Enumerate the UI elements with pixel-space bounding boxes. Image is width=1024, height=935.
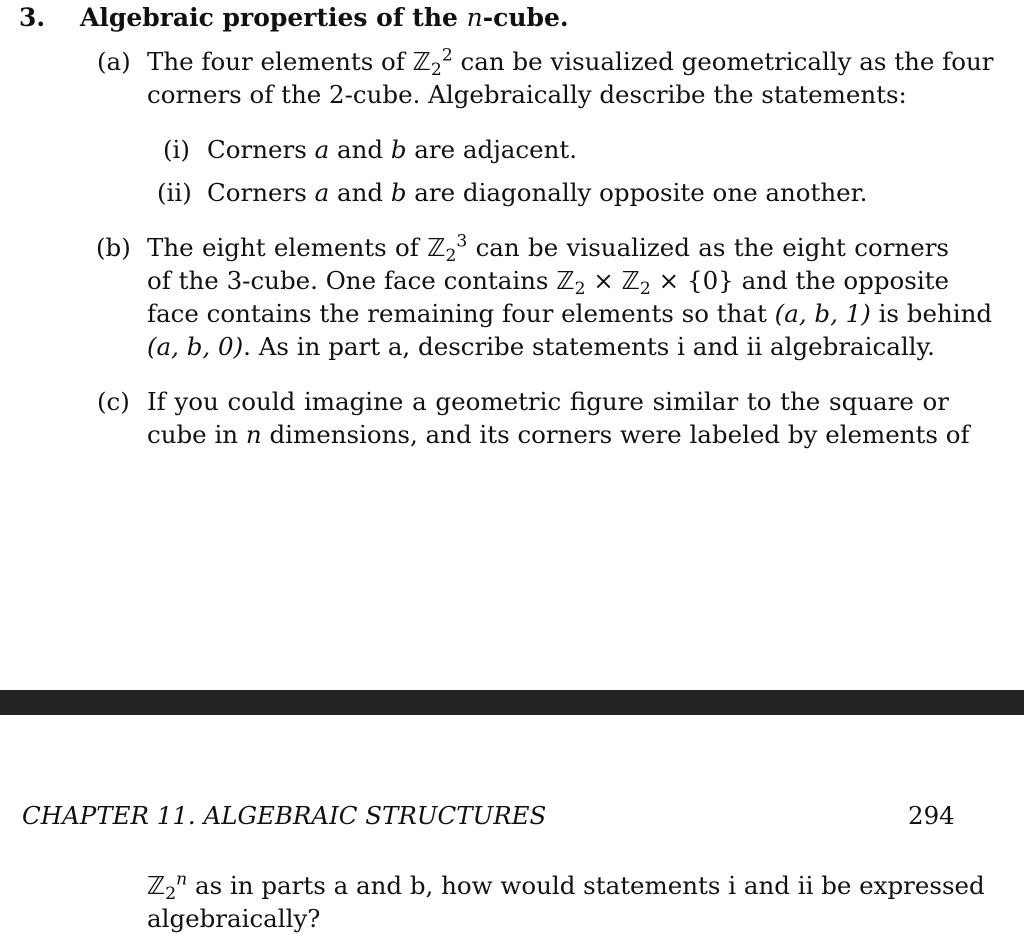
continuation-line-1: ℤ$_2^n$ as in parts a and b, how would statements i and ii be expressed [147,869,985,905]
part-a-item-i-label: (i) [163,135,190,164]
part-a-item-i: Corners a and b are adjacent. [207,135,578,164]
part-b-line-3: face contains the remaining four elements so that (a, b, 1) is behind [147,299,993,328]
part-a-line-1: The four elements of ℤ$_2^2$ can be visualized geometrically as the four [147,45,994,81]
part-a-line-2: corners of the 2-cube. Algebraically describe the statements: [147,80,907,109]
problem-title: Algebraic properties of the n-cube. [80,3,569,32]
part-c-line-1: If you could imagine a geometric figure similar to the square or [147,387,949,416]
part-c-line-2: cube in n dimensions, and its corners were labeled by elements of [147,420,970,449]
part-a-item-ii: Corners a and b are diagonally opposite one another. [207,178,868,207]
part-b-label: (b) [96,233,131,262]
page-bottom [0,715,1024,932]
page-divider [0,690,1024,715]
part-a-label: (a) [97,47,131,76]
page-number: 294 [908,801,955,830]
part-b-line-2: of the 3-cube. One face contains ℤ$_2$ × ℤ$_2$ × {0} and the opposite [147,266,950,300]
part-c-label: (c) [97,387,130,416]
chapter-header: CHAPTER 11. ALGEBRAIC STRUCTURES [22,801,547,830]
part-b-line-4: (a, b, 0). As in part a, describe statements i and ii algebraically. [147,332,935,361]
continuation-line-2: algebraically? [147,904,321,933]
problem-number: 3. [19,3,46,32]
part-b-line-1: The eight elements of ℤ$_2^3$ can be visualized as the eight corners [147,231,949,267]
part-a-item-ii-label: (ii) [157,178,192,207]
